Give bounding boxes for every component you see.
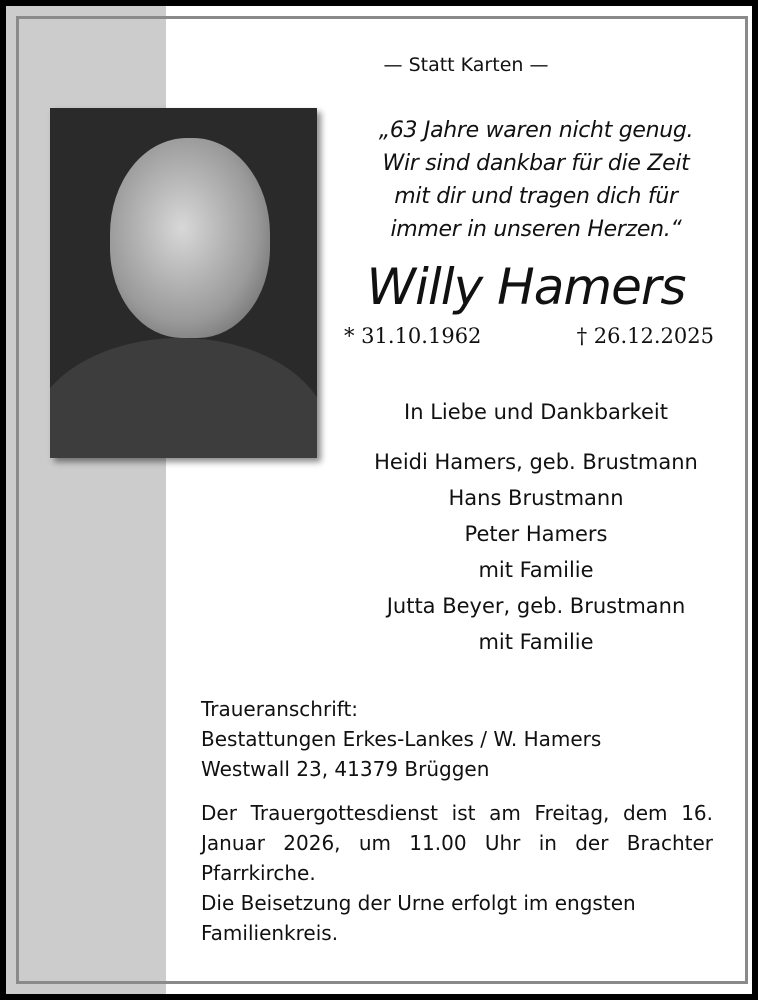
obituary-card bbox=[6, 6, 752, 994]
photo-face bbox=[110, 138, 270, 338]
mourner: mit Familie bbox=[478, 630, 594, 654]
memorial-quote bbox=[336, 114, 736, 246]
mourner: mit Familie bbox=[478, 558, 594, 582]
portrait-photo bbox=[50, 108, 317, 458]
urn-info: Die Beisetzung der Urne erfolgt im engsten Familienkreis. bbox=[201, 891, 636, 945]
address-line: Westwall 23, 41379 Brüggen bbox=[201, 757, 490, 781]
address-line: Bestattungen Erkes-Lankes / W. Hamers bbox=[201, 727, 602, 751]
quote-line: Wir sind dankbar für die Zeit bbox=[382, 151, 690, 176]
life-dates bbox=[344, 324, 714, 348]
mourning-address bbox=[201, 694, 721, 784]
mourner: Peter Hamers bbox=[464, 522, 608, 546]
service-info: Der Trauergottesdienst ist am Freitag, dem 16. Januar 2026, um 11.00 Uhr in der Brachter Pfarrkirche. bbox=[201, 801, 713, 885]
mourner: Jutta Beyer, geb. Brustmann bbox=[386, 594, 686, 618]
photo-shirt bbox=[50, 338, 317, 458]
address-line: Traueranschrift: bbox=[201, 697, 359, 721]
death-date: † 26.12.2025 bbox=[576, 324, 714, 348]
quote-line: mit dir und tragen dich für bbox=[394, 184, 678, 209]
intro-line: In Liebe und Dankbarkeit bbox=[404, 400, 668, 424]
deceased-name: Willy Hamers bbox=[366, 258, 686, 316]
mourner: Heidi Hamers, geb. Brustmann bbox=[374, 450, 698, 474]
statt-karten-header: — Statt Karten — bbox=[383, 54, 549, 76]
quote-line: „63 Jahre waren nicht genug. bbox=[378, 118, 694, 143]
birth-date: * 31.10.1962 bbox=[344, 324, 482, 348]
mourners-list bbox=[336, 444, 736, 660]
quote-line: immer in unseren Herzen.“ bbox=[390, 217, 682, 242]
mourner: Hans Brustmann bbox=[448, 486, 624, 510]
